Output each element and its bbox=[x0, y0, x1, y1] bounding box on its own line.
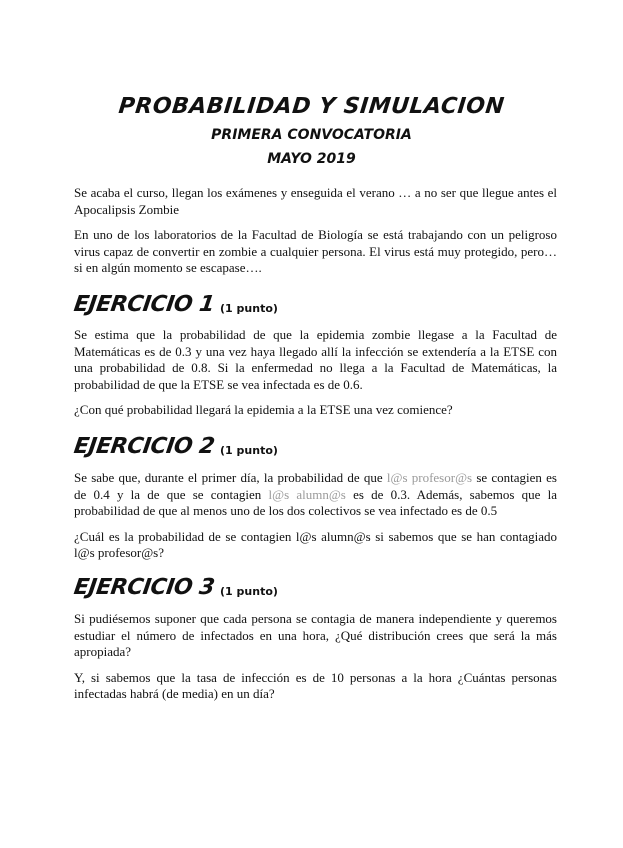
exercise-2-heading bbox=[74, 435, 278, 459]
page-date: MAYO 2019 bbox=[267, 151, 356, 167]
exercise-1-points: (1 punto) bbox=[220, 302, 278, 315]
intro-paragraph-2: En uno de los laboratorios de la Facultad de Biología se está trabajando con un peligroso virus capaz de convertir en zombie a cualquier persona. El virus está muy protegido, pero… si en algún momento se escapase…. bbox=[74, 227, 557, 275]
exercise-1-title: EJERCICIO 1 bbox=[72, 292, 216, 317]
page-title: PROBABILIDAD Y SIMULACION bbox=[117, 94, 506, 119]
exercise-3-heading bbox=[74, 576, 278, 600]
exercise-2-text-teachers: l@s profesor@s bbox=[386, 470, 473, 485]
exercise-3-paragraph-1: Si pudiésemos suponer que cada persona se contagia de manera independiente y queremos estudiar el número de infectados en una hora, ¿Qué distribución crees que será la más apropiada? bbox=[74, 611, 557, 659]
intro-paragraph-1: Se acaba el curso, llegan los exámenes y enseguida el verano … a no ser que llegue antes el Apocalipsis Zombie bbox=[74, 185, 557, 217]
exercise-2-text-a: Se sabe que, durante el primer día, la probabilidad de que bbox=[74, 470, 387, 485]
exercise-2-body bbox=[74, 470, 557, 562]
exercise-2-title: EJERCICIO 2 bbox=[72, 434, 216, 459]
exercise-3-body bbox=[74, 611, 557, 703]
exercise-2-text-e: es de 0.3. Además, sabemos que la probabilidad de que al menos uno de los dos colectivos se vea infectado es de 0.5 bbox=[74, 486, 557, 518]
exercise-2-paragraph-1 bbox=[74, 470, 557, 520]
exercise-1-body bbox=[74, 327, 557, 419]
exercise-1-paragraph-1: Se estima que la probabilidad de que la epidemia zombie llegase a la Facultad de Matemáticas es de 0.3 y una vez haya llegado allí la infección se extendería a la ETSE con una probabilidad de 0.8. Si la enfermedad no llega a la Facultad de Matemáticas, la probabilidad de que la ETSE se vea infectada es de 0.6. bbox=[74, 327, 557, 392]
page-subtitle: PRIMERA CONVOCATORIA bbox=[211, 127, 412, 143]
header bbox=[0, 94, 623, 168]
exercise-3-points: (1 punto) bbox=[220, 585, 278, 598]
exercise-2-text-students: l@s alumn@s bbox=[268, 486, 346, 502]
exercise-2-paragraph-2: ¿Cuál es la probabilidad de se contagien l@s alumn@s si sabemos que se han contagiado l@s profesor@s? bbox=[74, 528, 557, 560]
exercise-1-paragraph-2: ¿Con qué probabilidad llegará la epidemia a la ETSE una vez comience? bbox=[74, 402, 453, 417]
exercise-3-title: EJERCICIO 3 bbox=[72, 575, 216, 600]
exercise-2-text-c: se contagien es de 0.4 y la de que se contagien bbox=[74, 470, 557, 502]
exercise-3-paragraph-2: Y, si sabemos que la tasa de infección es de 10 personas a la hora ¿Cuántas personas infectadas habrá (de media) en un día? bbox=[74, 669, 557, 701]
exercise-2-points: (1 punto) bbox=[220, 444, 278, 457]
intro-section bbox=[74, 185, 557, 277]
exercise-1-heading bbox=[74, 293, 278, 317]
